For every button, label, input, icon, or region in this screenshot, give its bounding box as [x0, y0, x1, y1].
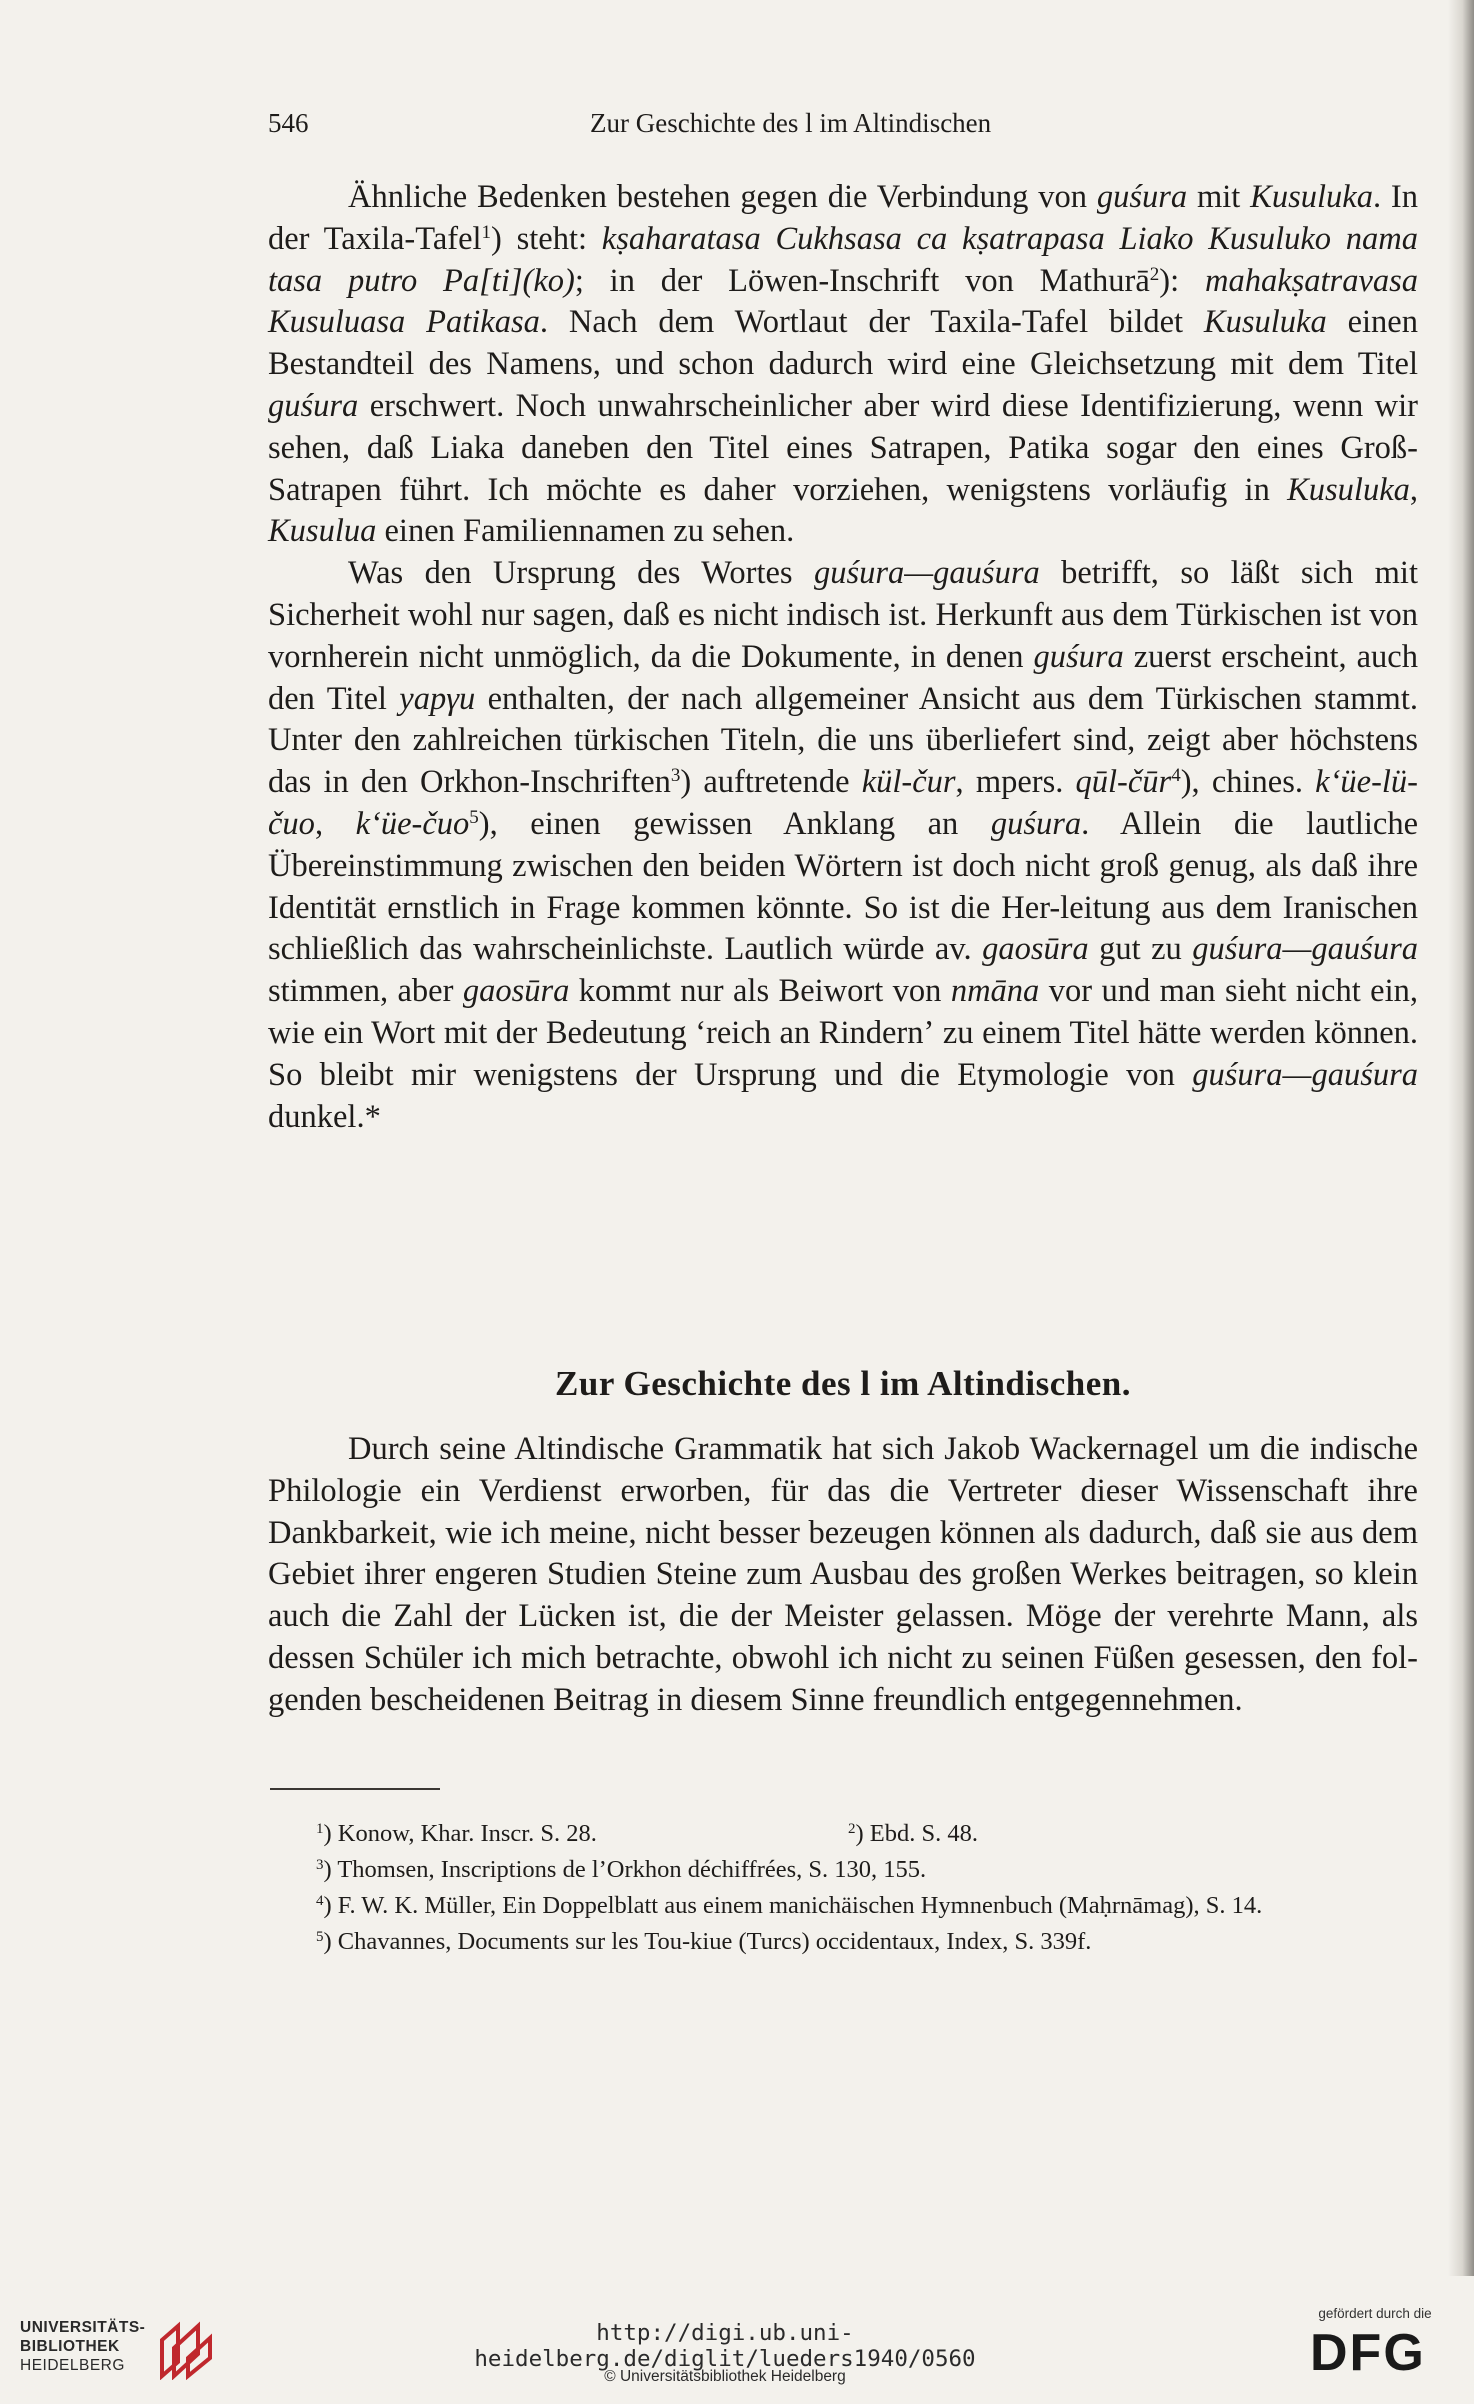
footnote-4: $^4$) F. W. K. Müller, Ein Doppelblatt aus einem manichäischen Hymnenbuch (Maḥrnāmag), S. 14. [316, 1892, 1263, 1919]
funding-note: gefördert durch die [1318, 2306, 1432, 2321]
footnote-5: $^5$) Chavannes, Documents sur les Tou-kiue (Turcs) occidentaux, Index, S. 339f. [316, 1928, 1092, 1955]
permalink-url[interactable]: http://digi.ub.uni-heidelberg.de/diglit/lueders1940/0560 [474, 2320, 976, 2372]
dfg-logo: DFG [1310, 2324, 1426, 2382]
body-text-section-1: Ähnliche Bedenken bestehen gegen die Verbindung von guśura mit Kusuluka. In der Taxila-Tafel$^1$) steht: kṣaharatasa Cukhsasa ca kṣatrapasa Liako Kusuluko nama tasa putro Pa[ti](ko); in der Löwen-Inschrift von Mathurā$^2$): mahakṣatravasa Kusuluasa Patikasa. Nach dem Wortlaut der Taxila-Tafel bildet Kusuluka einen Bestandteil des Namens, und schon dadurch wird eine Gleichsetzung mit dem Titel guśura erschwert. Noch unwahrscheinlicher aber wird diese Identifizierung, wenn wir sehen, daß Liaka daneben den Titel eines Satrapen, Patika sogar den eines Groß-Satrapen führt. Ich möchte es daher vorziehen, wenigstens vorläufig in Kusuluka, Kusulua einen Familiennamen zu sehen. Was den Ursprung des Wortes guśura—gauśura betrifft, so läßt sich mit Sicherheit wohl nur sagen, daß es nicht indisch ist. Herkunft aus dem Türkischen ist von vornherein nicht unmöglich, da die Dokumente, in denen guśura zuerst erscheint, auch den Titel yapγu enthalten, der nach allgemeiner Ansicht aus dem Türkischen stammt. Unter den zahlreichen türkischen Titeln, die uns überliefert sind, zeigt aber höchstens das in den Orkhon-Inschriften$^3$) auftretende kül-čur, mpers. qūl-čūr$^4$), chines. kʻüe-lü-čuo, kʻüe-čuo$^5$), einen gewissen Anklang an guśura. Allein die lautliche Übereinstimmung zwischen den beiden Wörtern ist doch nicht groß genug, als daß ihre Identität ernstlich in Frage kommen könnte. So ist die Her-leitung aus dem Iranischen schließlich das wahrscheinlichste. Lautlich würde av. gaosūra gut zu guśura—gauśura stimmen, aber gaosūra kommt nur als Beiwort von nmāna vor und man sieht nicht ein, wie ein Wort mit der Bedeutung ʻreich an Rindernʼ zu einem Titel hätte werden können. So bleibt mir wenigstens der Ursprung und die Etymologie von guśura—gauśura dunkel.* [268, 179, 1419, 1135]
ub-heidelberg-logo [20, 2318, 260, 2388]
footnote-3: $^3$) Thomsen, Inscriptions de l’Orkhon déchiffrées, S. 130, 155. [316, 1856, 927, 1883]
footnote-2: $^2$) Ebd. S. 48. [848, 1820, 979, 1847]
page-number: 546 [268, 108, 309, 138]
running-title: Zur Geschichte des l im Altindischen [590, 108, 992, 138]
section-heading: Zur Geschichte des l im Altindischen. [555, 1364, 1131, 1403]
library-name: UNIVERSITÄTS- BIBLIOTHEK HEIDELBERG [20, 2319, 146, 2374]
footnote-separator [270, 1788, 440, 1790]
page-header [268, 108, 1418, 152]
footnotes [268, 1816, 1418, 1960]
body-text-section-2: Durch seine Altindische Grammatik hat sich Jakob Wackernagel um die indische Philologie ein Verdienst erworben, für das die Vertreter dieser Wissenschaft ihre Dankbarkeit, wie ich meine, nicht besser bezeugen können als dadurch, daß sie aus dem Gebiet ihrer engeren Studien Steine zum Ausbau des großen Werkes beitragen, so klein auch die Zahl der Lücken ist, die der Meister gelassen. Möge der verehrte Mann, als dessen Schüler ich mich betrachte, obwohl ich nicht zu seinen Füßen gesessen, den fol-genden bescheidenen Beitrag in diesem Sinne freundlich entgegennehmen. [268, 1431, 1418, 1718]
footnote-1: $^1$) Konow, Khar. Inscr. S. 28. [316, 1820, 597, 1847]
dfg-funding-logo [1300, 2306, 1460, 2386]
library-emblem-icon [158, 2318, 228, 2380]
scan-edge-shadow [1448, 0, 1474, 2290]
copyright-notice: © Universitätsbibliothek Heidelberg [604, 2368, 846, 2385]
